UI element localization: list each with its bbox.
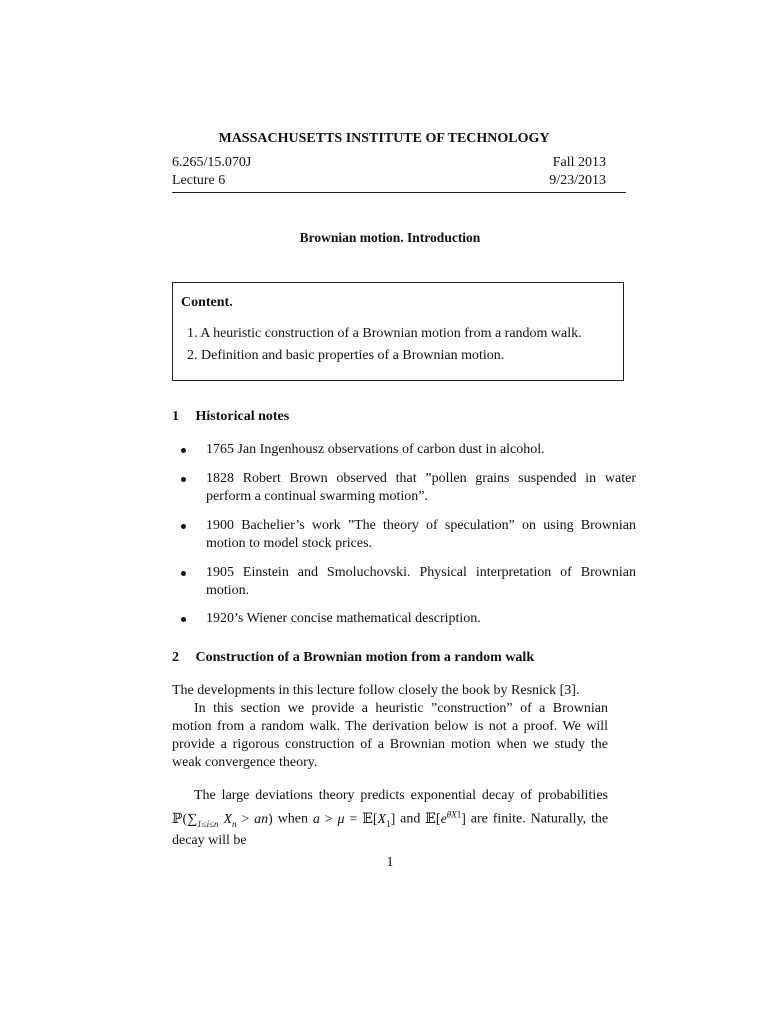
paragraph: The developments in this lecture follow closely the book by Resnick [3]. — [172, 683, 580, 698]
list-item-text: 1900 Bachelier’s work ”The theory of speculation” on using Brownian motion to model stock prices. — [206, 518, 636, 551]
section-number: 2 — [172, 650, 179, 665]
header-rule — [172, 192, 626, 193]
content-item: 1. A heuristic construction of a Brownian motion from a random walk. — [187, 326, 582, 341]
list-item-text: 1920’s Wiener concise mathematical description. — [206, 611, 481, 626]
math-expression: $𝔼[e^{\theta X1}]$ — [425, 809, 466, 827]
content-heading: Content. — [181, 295, 233, 310]
bullet-icon — [181, 617, 186, 622]
lecture-line — [172, 173, 606, 189]
math-expression: $a > \mu = 𝔼[X_1]$ — [312, 811, 396, 829]
section-heading-2 — [172, 650, 534, 666]
course-line — [172, 155, 606, 171]
paragraph-text: when — [277, 811, 309, 827]
lecture-title: Brownian motion. Introduction — [299, 230, 481, 245]
list-item-text: 1828 Robert Brown observed that ”pollen grains suspended in water perform a continual swarming motion”. — [206, 471, 636, 504]
term: Fall 2013 — [552, 155, 606, 170]
bullet-icon — [181, 571, 186, 576]
paragraph-text: are finite. Naturally, the decay will be — [172, 811, 609, 849]
institution-title: MASSACHUSETTS INSTITUTE OF TECHNOLOGY — [218, 131, 550, 146]
content-box — [172, 282, 624, 381]
section-title: Construction of a Brownian motion from a random walk — [195, 650, 535, 665]
section-number: 1 — [172, 409, 179, 424]
lecture-number: Lecture 6 — [172, 173, 226, 188]
page-number: 1 — [386, 855, 394, 870]
paragraph-text: and — [400, 811, 421, 827]
list-item-text: 1905 Einstein and Smoluchovski. Physical interpretation of Brownian motion. — [206, 565, 636, 598]
lecture-date: 9/23/2013 — [549, 173, 606, 188]
section-heading-1 — [172, 409, 289, 425]
bullet-icon — [181, 477, 186, 482]
paragraph-text: The large deviations theory predicts exponential decay of probabilities — [194, 788, 608, 803]
section-title: Historical notes — [195, 409, 290, 424]
bullet-icon — [181, 448, 186, 453]
math-expression: $ℙ(\sum_{1\le i\le n}$ $X_n > an$) — [172, 811, 273, 829]
paragraph — [172, 787, 608, 850]
paragraph: In this section we provide a heuristic ”construction” of a Brownian motion from a random walk. The derivation below is not a proof. We will provide a rigorous construction of a Brownian motion when we study the weak convergence theory. — [172, 701, 608, 770]
bullet-icon — [181, 524, 186, 529]
content-item: 2. Definition and basic properties of a Brownian motion. — [187, 348, 505, 363]
course-number: 6.265/15.070J — [172, 155, 252, 170]
list-item-text: 1765 Jan Ingenhousz observations of carbon dust in alcohol. — [206, 442, 545, 457]
